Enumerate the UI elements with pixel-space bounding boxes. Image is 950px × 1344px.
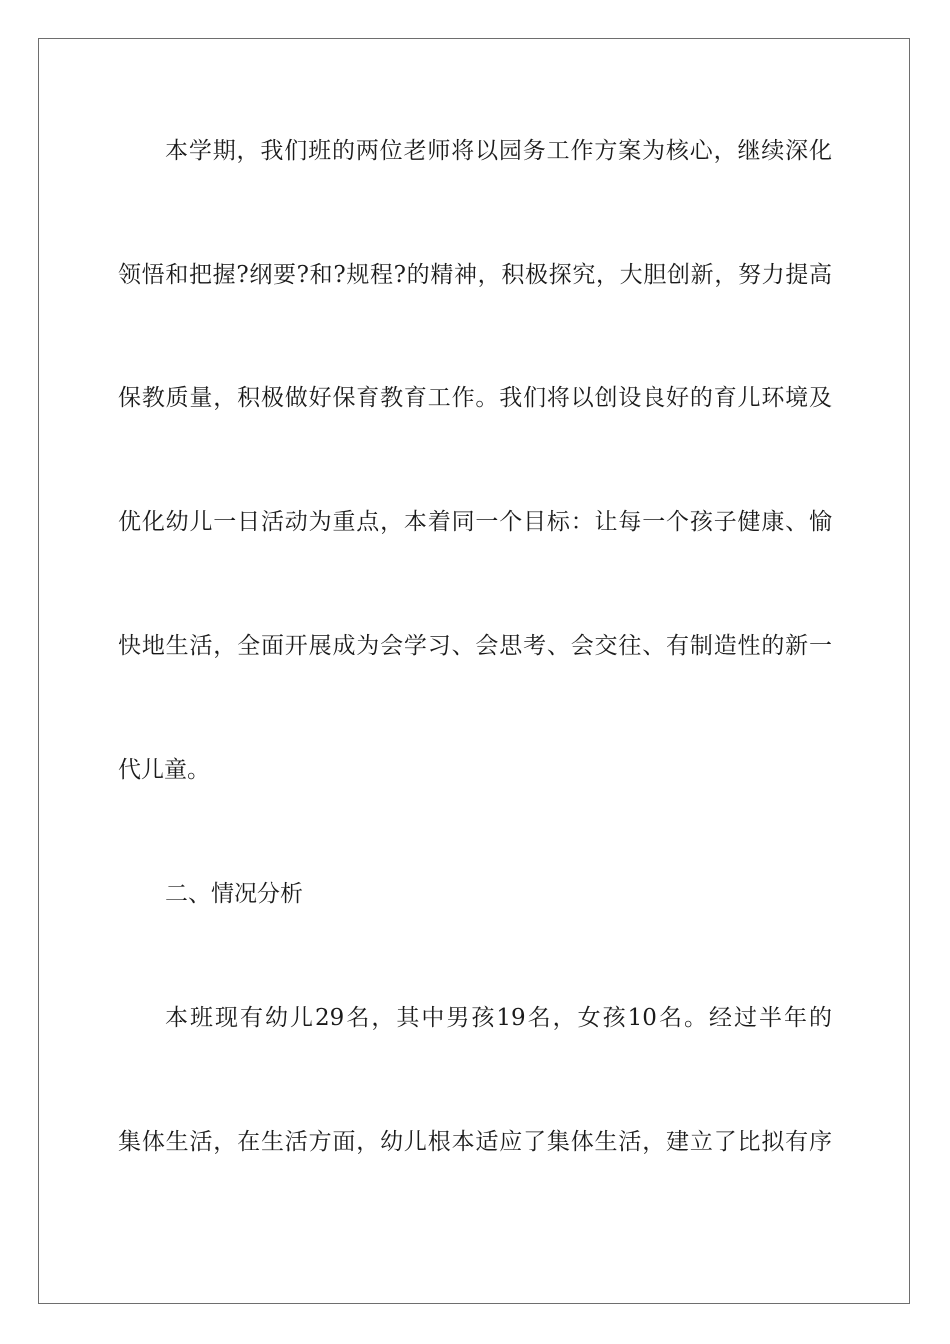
paragraph-2-line-2: 集体生活，在生活方面，幼儿根本适应了集体生活，建立了比拟有序 [118, 1129, 832, 1155]
paragraph-line-5: 快地生活，全面开展成为会学习、会思考、会交往、有制造性的新一 [118, 633, 832, 659]
section-heading: 二、情况分析 [165, 881, 303, 907]
paragraph-line-4: 优化幼儿一日活动为重点，本着同一个目标：让每一个孩子健康、愉 [118, 509, 832, 535]
paragraph-line-3: 保教质量，积极做好保育教育工作。我们将以创设良好的育儿环境及 [118, 385, 832, 411]
paragraph-line-6: 代儿童。 [118, 757, 210, 783]
paragraph-2-line-1: 本班现有幼儿29名，其中男孩19名，女孩10名。经过半年的 [165, 1005, 832, 1031]
page-border [38, 38, 910, 1304]
paragraph-line-1: 本学期，我们班的两位老师将以园务工作方案为核心，继续深化 [165, 138, 832, 164]
paragraph-line-2: 领悟和把握?纲要?和?规程?的精神，积极探究，大胆创新，努力提高 [118, 262, 832, 288]
